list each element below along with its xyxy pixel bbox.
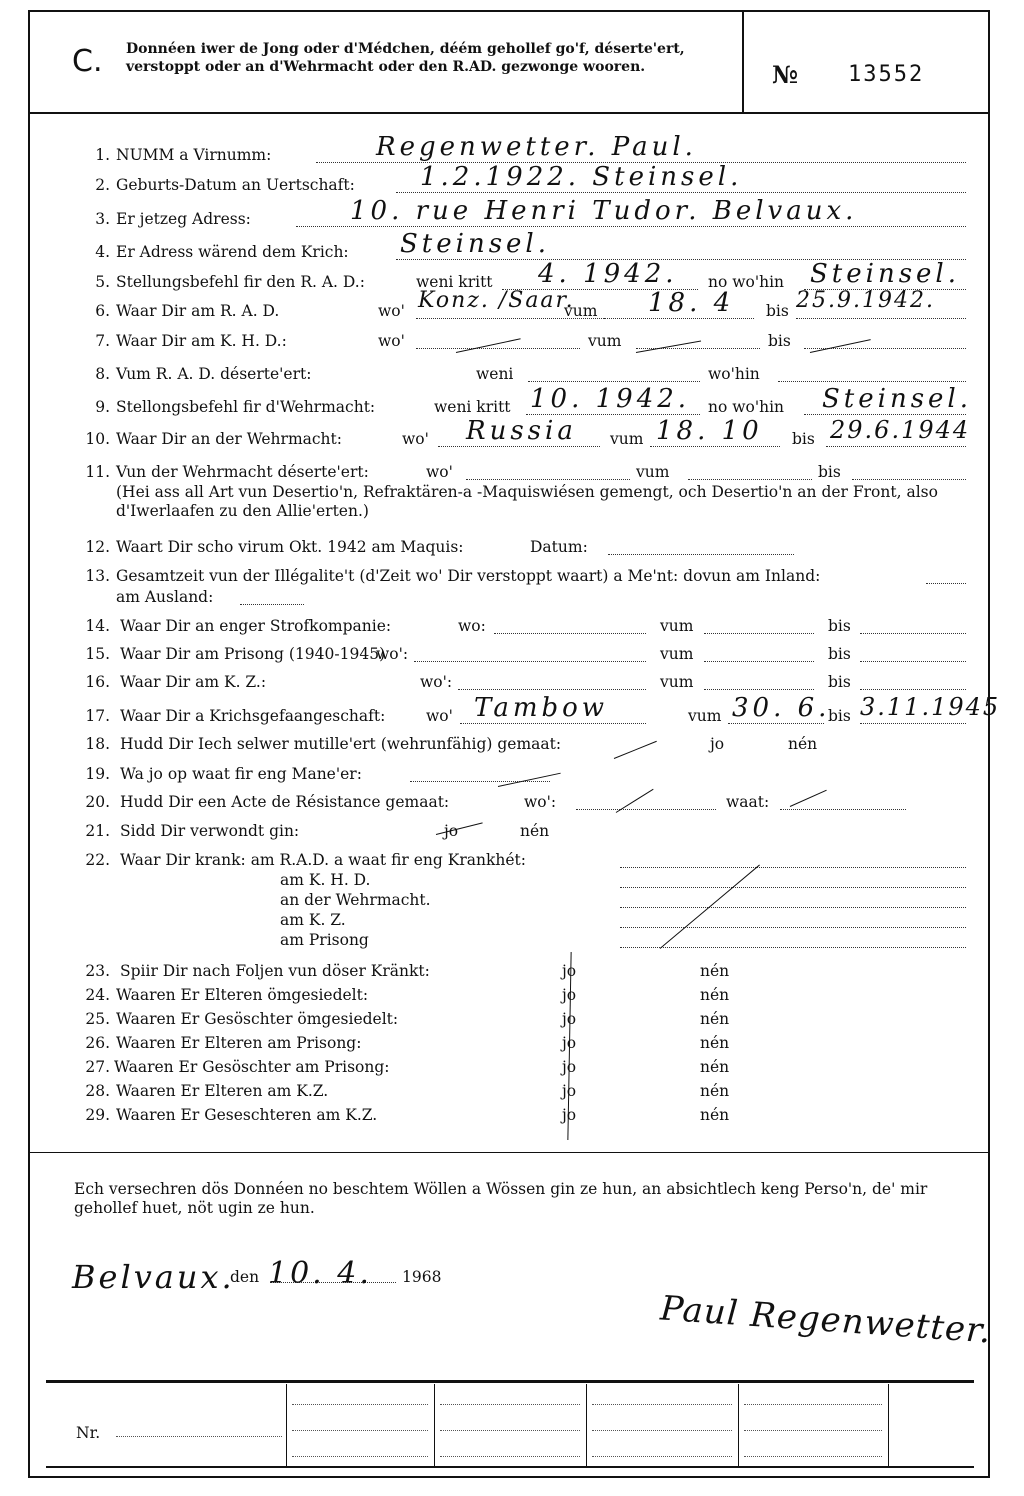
fill-line [804, 332, 966, 349]
row-number: 12. [85, 538, 110, 556]
row-label: Hudd Dir een Acte de Résistance gemaat: [120, 793, 450, 811]
signing-year: 1968 [402, 1268, 442, 1286]
nr-fill-line [116, 1436, 282, 1437]
footer-fill-line [744, 1404, 882, 1405]
bis-value: 25.9.1942. [796, 288, 935, 313]
row-number: 14. [85, 617, 110, 635]
row-number: 25. [85, 1010, 110, 1028]
row-number: 10. [85, 430, 110, 448]
vum-label: vum [564, 302, 598, 320]
row-label: Spiir Dir nach Foljen vun döser Kränkt: [120, 962, 430, 980]
row-number: 15. [85, 645, 110, 663]
row-number: 20. [85, 793, 110, 811]
row-number: 23. [85, 962, 110, 980]
footer-top-rule [46, 1380, 974, 1383]
wo-value: Tambow [474, 693, 609, 723]
weni-label: weni kritt [434, 398, 511, 416]
wo-label: wo': [420, 673, 453, 691]
nen-option: nén [700, 1058, 730, 1076]
form-number: 13552 [848, 62, 925, 87]
vum-value: 18. 4 [648, 288, 735, 318]
wo-label: wo': [524, 793, 557, 811]
row-label: Waaren Er Gesöschter ömgesiedelt: [116, 1010, 399, 1028]
row-label: Er Adress wärend dem Krich: [116, 243, 349, 261]
row-label: Waar Dir am K. H. D.: [116, 332, 287, 350]
fill-line [620, 931, 966, 948]
bis-label: bis [828, 707, 851, 725]
desertion-note: (Hei ass all Art vun Desertio'n, Refraktären-a -Maquiswiésen gemengt, och Desertio'n an der Front, also d'Iwerlaafen zu den Allie'erten.) [116, 483, 938, 520]
fill-line [860, 673, 966, 690]
vum-value: 30. 6. [732, 693, 831, 723]
fill-line [414, 645, 646, 662]
jo-option: jo [562, 986, 577, 1004]
vum-label: vum [660, 645, 694, 663]
fill-line [778, 365, 966, 382]
footer-fill-line [440, 1430, 580, 1431]
row-label: Waar Dir an enger Strofkompanie: [120, 617, 392, 635]
row-number: 7. [95, 332, 110, 350]
wohin-label: wo'hin [708, 365, 760, 383]
footer-fill-line [592, 1404, 732, 1405]
fill-line [528, 365, 700, 382]
row-label: Waart Dir scho virum Okt. 1942 am Maquis: [116, 538, 464, 556]
sub-label: am K. Z. [280, 911, 346, 929]
bis-label: bis [828, 617, 851, 635]
wo-label: wo': [376, 645, 409, 663]
row-number: 9. [95, 398, 110, 416]
bis-label: bis [818, 463, 841, 481]
wo-label: wo' [402, 430, 429, 448]
jo-option: jo [562, 962, 577, 980]
signing-date: 10. 4. [268, 1256, 372, 1291]
wohin-value: Steinsel. [822, 384, 973, 414]
row-number: 1. [95, 146, 110, 164]
address-value: 10. rue Henri Tudor. Belvaux. [350, 196, 858, 226]
jo-option: jo [562, 1034, 577, 1052]
vum-label: vum [688, 707, 722, 725]
vum-value: 18. 10 [656, 416, 763, 446]
footer-cell-divider [888, 1384, 889, 1466]
nen-option: nén [700, 1082, 730, 1100]
row-number: 18. [85, 735, 110, 753]
footer-cell-divider [738, 1384, 739, 1466]
weni-label: weni [476, 365, 514, 383]
footer-fill-line [292, 1430, 428, 1431]
jo-option: jo [562, 1106, 577, 1124]
row-label: Waaren Er Elteren ömgesiedelt: [116, 986, 369, 1004]
wohin-label: no wo'hin [708, 398, 785, 416]
fill-line [860, 645, 966, 662]
fill-line [466, 463, 630, 480]
fill-line [416, 332, 580, 349]
footer-bottom-rule [46, 1466, 974, 1468]
row-number: 22. [85, 851, 110, 869]
weni-label: weni kritt [416, 273, 493, 291]
bis-label: bis [766, 302, 789, 320]
row-number: 21. [85, 822, 110, 840]
signing-place: Belvaux. [72, 1258, 235, 1296]
nen-option: nén [700, 1010, 730, 1028]
row-label: Waar Dir a Krichsgefaangeschaft: [120, 707, 386, 725]
fill-line [704, 617, 814, 634]
bis-value: 29.6.1944 [830, 416, 971, 444]
row-label: Waaren Er Geseschteren am K.Z. [116, 1106, 378, 1124]
wo-label: wo: [458, 617, 486, 635]
row-label: NUMM a Virnumm: [116, 146, 272, 164]
fill-line [458, 673, 646, 690]
row-label: Waar Dir an der Wehrmacht: [116, 430, 342, 448]
footer-fill-line [292, 1404, 428, 1405]
footer-fill-line [292, 1456, 428, 1457]
fill-line [926, 567, 966, 584]
wo-value: Russia [466, 416, 577, 446]
datum-label: Datum: [530, 538, 588, 556]
row-label: Gesamtzeit vun der Illégalite't (d'Zeit wo' Dir verstoppt waart) a Me'nt: dovun am Inland: [116, 567, 821, 585]
sub-label: an der Wehrmacht. [280, 891, 431, 909]
footer-fill-line [592, 1430, 732, 1431]
row-number: 2. [95, 176, 110, 194]
jo-option: jo [444, 822, 459, 840]
footer-cell-divider [286, 1384, 287, 1466]
row-number: 8. [95, 365, 110, 383]
row-label: Waaren Er Elteren am K.Z. [116, 1082, 329, 1100]
header-vertical-divider [742, 10, 744, 112]
row-label: Sidd Dir verwondt gin: [120, 822, 300, 840]
signature: Paul Regenwetter. [659, 1288, 993, 1352]
footer-fill-line [592, 1456, 732, 1457]
nen-option: nén [788, 735, 818, 753]
footer-fill-line [744, 1456, 882, 1457]
wohin-label: no wo'hin [708, 273, 785, 291]
jo-option: jo [562, 1082, 577, 1100]
nen-option: nén [700, 1106, 730, 1124]
waat-label: waat: [726, 793, 770, 811]
fill-line [852, 463, 966, 480]
row-number: 19. [85, 765, 110, 783]
sub-label: am Prisong [280, 931, 369, 949]
row-number: 27. [85, 1058, 110, 1076]
row-number: 28. [85, 1082, 110, 1100]
fill-line [620, 851, 966, 868]
fill-line [608, 538, 794, 555]
row-label: Wa jo op waat fir eng Mane'er: [120, 765, 362, 783]
nr-label: Nr. [76, 1424, 101, 1442]
row-label: Waar Dir krank: am R.A.D. a waat fir eng Krankhét: [120, 851, 526, 869]
row-label: Geburts-Datum an Uertschaft: [116, 176, 355, 194]
vum-label: vum [610, 430, 644, 448]
section-letter: C. [72, 44, 103, 79]
vum-label: vum [660, 617, 694, 635]
birth-value: 1.2.1922. Steinsel. [420, 162, 743, 192]
signing-den: den [230, 1268, 260, 1286]
row-label: Vun der Wehrmacht déserte'ert: [116, 463, 369, 481]
footer-fill-line [744, 1430, 882, 1431]
row-label: Vum R. A. D. déserte'ert: [116, 365, 312, 383]
fill-line [620, 911, 966, 928]
weni-value: 10. 1942. [530, 384, 691, 414]
footer-cell-divider [586, 1384, 587, 1466]
jo-option: jo [562, 1058, 577, 1076]
declaration-text: Ech versechren dös Donnéen no beschtem Wöllen a Wössen gin ze hun, an absichtlech keng Perso'n, de' mir gehollef huet, nöt ugin ze hun. [74, 1180, 928, 1217]
form-title: Donnéen iwer de Jong oder d'Médchen, déém gehollef go'f, déserte'ert, verstoppt oder an d'Wehrmacht oder den R.AD. gezwonge wooren. [126, 41, 685, 75]
bis-value: 3.11.1945 [860, 693, 1001, 721]
wo-label: wo' [378, 332, 405, 350]
row-label: Waar Dir am Prisong (1940-1945) [120, 645, 386, 663]
header-divider [28, 112, 990, 114]
row-number: 26. [85, 1034, 110, 1052]
wo-label: wo' [378, 302, 405, 320]
vum-label: vum [588, 332, 622, 350]
nen-option: nén [700, 962, 730, 980]
fill-line [704, 673, 814, 690]
bis-label: bis [828, 673, 851, 691]
fill-line [620, 871, 966, 888]
weni-value: 4. 1942. [538, 259, 678, 289]
wohin-value: Steinsel. [810, 259, 961, 289]
fill-line [688, 463, 812, 480]
jo-option: jo [710, 735, 725, 753]
bis-label: bis [768, 332, 791, 350]
nen-option: nén [700, 1034, 730, 1052]
row-number: 16. [85, 673, 110, 691]
vum-label: vum [636, 463, 670, 481]
footer-fill-line [440, 1404, 580, 1405]
fill-line [704, 645, 814, 662]
footer-fill-line [440, 1456, 580, 1457]
wo-label: wo' [426, 707, 453, 725]
number-label: № [772, 60, 799, 89]
row-label: Waaren Er Elteren am Prisong: [116, 1034, 362, 1052]
row-label: Er jetzeg Adress: [116, 210, 251, 228]
row-label: Waar Dir am K. Z.: [120, 673, 267, 691]
name-value: Regenwetter. Paul. [376, 132, 697, 162]
war-address-value: Steinsel. [400, 229, 551, 259]
fill-line [240, 588, 304, 605]
fill-line [860, 617, 966, 634]
section-divider [28, 1152, 990, 1153]
bis-label: bis [792, 430, 815, 448]
fill-line [494, 617, 646, 634]
row-number: 11. [85, 463, 110, 481]
row-number: 6. [95, 302, 110, 320]
sub-label: am K. H. D. [280, 871, 371, 889]
wo-value: Konz. /Saar. [418, 288, 575, 313]
row-label: Waar Dir am R. A. D. [116, 302, 280, 320]
row-label: Hudd Dir Iech selwer mutille'ert (wehrunfähig) gemaat: [120, 735, 562, 753]
nen-option: nén [700, 986, 730, 1004]
wo-label: wo' [426, 463, 453, 481]
row-label: Waaren Er Gesöschter am Prisong: [114, 1058, 390, 1076]
row-number: 17. [85, 707, 110, 725]
row-label: Stellungsbefehl fir den R. A. D.: [116, 273, 365, 291]
jo-option: jo [562, 1010, 577, 1028]
fill-line [576, 793, 716, 810]
row-number: 4. [95, 243, 110, 261]
ausland-label: am Ausland: [116, 588, 214, 606]
row-label: Stellongsbefehl fir d'Wehrmacht: [116, 398, 376, 416]
row-number: 29. [85, 1106, 110, 1124]
row-number: 5. [95, 273, 110, 291]
row-number: 3. [95, 210, 110, 228]
footer-cell-divider [434, 1384, 435, 1466]
vum-label: vum [660, 673, 694, 691]
fill-line [620, 891, 966, 908]
nen-option: nén [520, 822, 550, 840]
row-number: 13. [85, 567, 110, 585]
bis-label: bis [828, 645, 851, 663]
row-number: 24. [85, 986, 110, 1004]
